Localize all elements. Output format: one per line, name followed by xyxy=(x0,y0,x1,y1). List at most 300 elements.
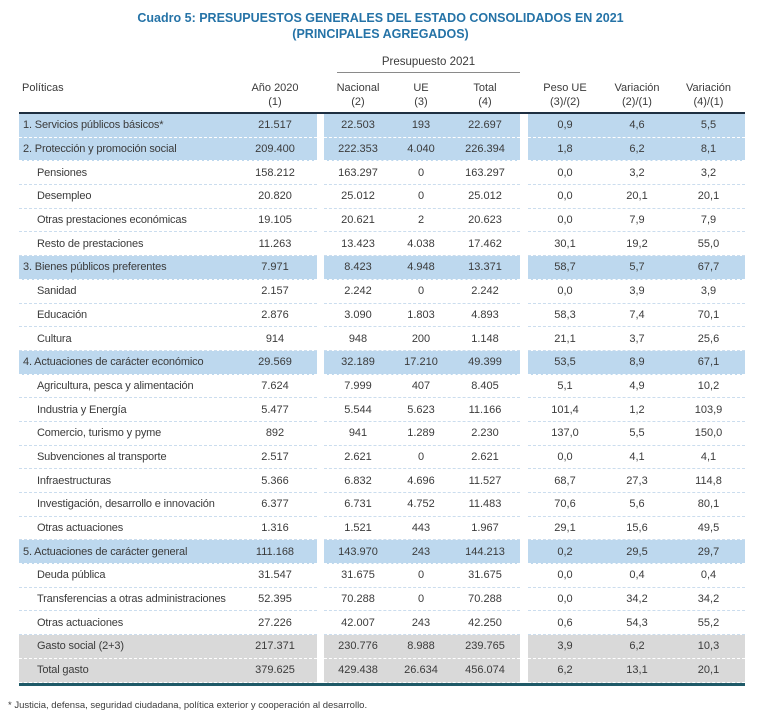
cell-variacion-4-1: 55,2 xyxy=(697,616,720,629)
cell-politica-label: Infraestructuras xyxy=(37,474,112,487)
cell-ue: 17.210 xyxy=(404,356,438,369)
cell-nacional: 25.012 xyxy=(341,190,375,203)
cell-variacion-2-1: 4,1 xyxy=(629,450,645,463)
row-block-ratios xyxy=(528,659,745,683)
cell-ue: 0 xyxy=(417,166,425,179)
cell-nacional: 7.999 xyxy=(344,379,372,392)
table-title-line2: (PRINCIPALES AGREGADOS) xyxy=(292,27,469,41)
cell-variacion-2-1: 7,9 xyxy=(629,214,645,227)
cell-total: 163.297 xyxy=(465,166,505,179)
cell-ue: 4.040 xyxy=(407,143,435,156)
row-block-presupuesto-2021 xyxy=(324,398,520,422)
row-block-ratios xyxy=(528,493,745,517)
cell-variacion-4-1: 20,1 xyxy=(697,664,720,677)
row-block-presupuesto-2021 xyxy=(324,540,520,564)
cell-total: 2.242 xyxy=(471,285,499,298)
cell-total: 11.527 xyxy=(468,474,502,487)
column-header-peso-ue: Peso UE (3)/(2) xyxy=(543,82,587,108)
cell-variacion-2-1: 5,6 xyxy=(629,498,645,511)
cell-ano-2020: 111.168 xyxy=(255,545,295,558)
cell-nacional: 6.832 xyxy=(344,474,372,487)
cell-peso-ue: 21,1 xyxy=(554,332,576,345)
cell-nacional: 13.423 xyxy=(341,237,375,250)
row-block-ratios xyxy=(528,517,745,541)
row-block-presupuesto-2021 xyxy=(324,114,520,138)
cell-politica-label: Otras actuaciones xyxy=(37,522,124,535)
cell-variacion-4-1: 34,2 xyxy=(697,593,720,606)
table-row xyxy=(19,517,745,541)
cell-total: 31.675 xyxy=(468,569,502,582)
cell-politica-label: Cultura xyxy=(37,332,72,345)
cell-variacion-2-1: 0,4 xyxy=(629,569,645,582)
cell-peso-ue: 68,7 xyxy=(554,474,576,487)
cell-variacion-2-1: 6,2 xyxy=(629,640,645,653)
row-block-presupuesto-2021 xyxy=(324,138,520,162)
table-row xyxy=(19,540,745,564)
cell-variacion-2-1: 3,2 xyxy=(629,166,645,179)
row-block-presupuesto-2021 xyxy=(324,469,520,493)
row-block-ratios xyxy=(528,635,745,659)
cell-total: 49.399 xyxy=(468,356,502,369)
row-block-ratios xyxy=(528,351,745,375)
cell-politica-label: Total gasto xyxy=(37,664,89,677)
cell-nacional: 31.675 xyxy=(341,569,375,582)
column-header-variacion-4-1: Variación (4)/(1) xyxy=(685,82,732,108)
table-row xyxy=(19,469,745,493)
cell-variacion-2-1: 3,9 xyxy=(629,285,645,298)
row-block-ratios xyxy=(528,446,745,470)
cell-peso-ue: 6,2 xyxy=(557,664,573,677)
cell-nacional: 143.970 xyxy=(338,545,378,558)
table-row xyxy=(19,588,745,612)
cell-variacion-2-1: 19,2 xyxy=(626,237,648,250)
cell-total: 144.213 xyxy=(465,545,505,558)
table-row xyxy=(19,209,745,233)
cell-nacional: 6.731 xyxy=(344,498,372,511)
row-block-main xyxy=(19,280,317,304)
cell-nacional: 3.090 xyxy=(344,308,372,321)
cell-peso-ue: 0,6 xyxy=(557,616,573,629)
cell-ano-2020: 217.371 xyxy=(255,640,295,653)
row-block-presupuesto-2021 xyxy=(324,232,520,256)
row-block-presupuesto-2021 xyxy=(324,422,520,446)
row-block-main xyxy=(19,375,317,399)
row-block-presupuesto-2021 xyxy=(324,517,520,541)
row-block-presupuesto-2021 xyxy=(324,304,520,328)
cell-nacional: 2.621 xyxy=(344,450,372,463)
cell-variacion-4-1: 4,1 xyxy=(700,450,717,463)
cell-politica-label: Agricultura, pesca y alimentación xyxy=(37,379,194,392)
cell-ue: 4.038 xyxy=(407,237,435,250)
cell-peso-ue: 70,6 xyxy=(554,498,576,511)
column-header-politicas: Políticas xyxy=(22,82,64,94)
cell-nacional: 163.297 xyxy=(338,166,378,179)
row-block-main xyxy=(19,232,317,256)
column-group-row xyxy=(19,56,745,77)
table-header xyxy=(19,77,745,114)
cell-politica-label: Desempleo xyxy=(37,190,92,203)
cell-nacional: 230.776 xyxy=(338,640,378,653)
cell-ano-2020: 158.212 xyxy=(255,166,295,179)
row-block-main xyxy=(19,209,317,233)
cell-variacion-4-1: 80,1 xyxy=(697,498,720,511)
cell-politica-label: Deuda pública xyxy=(37,569,106,582)
cell-ano-2020: 892 xyxy=(265,427,285,440)
row-block-main xyxy=(19,422,317,446)
cell-variacion-2-1: 4,6 xyxy=(629,119,645,132)
cell-variacion-2-1: 54,3 xyxy=(626,616,648,629)
row-block-main xyxy=(19,446,317,470)
row-block-presupuesto-2021 xyxy=(324,280,520,304)
cell-peso-ue: 0,9 xyxy=(557,119,573,132)
cell-ue: 193 xyxy=(411,119,431,132)
cell-variacion-2-1: 5,7 xyxy=(629,261,645,274)
cell-nacional: 42.007 xyxy=(341,616,375,629)
row-block-main xyxy=(19,588,317,612)
cell-ue: 1.803 xyxy=(407,308,435,321)
cell-peso-ue: 0,0 xyxy=(557,166,573,179)
budget-table xyxy=(19,56,745,686)
cell-ano-2020: 209.400 xyxy=(255,143,295,156)
cell-total: 11.166 xyxy=(468,403,502,416)
cell-total: 456.074 xyxy=(465,664,505,677)
row-block-presupuesto-2021 xyxy=(324,446,520,470)
cell-total: 20.623 xyxy=(468,214,502,227)
cell-ue: 243 xyxy=(411,616,431,629)
cell-peso-ue: 30,1 xyxy=(554,237,576,250)
row-block-ratios xyxy=(528,564,745,588)
cell-total: 1.148 xyxy=(471,332,499,345)
cell-ano-2020: 27.226 xyxy=(258,616,292,629)
cell-peso-ue: 0,0 xyxy=(557,450,573,463)
row-block-ratios xyxy=(528,138,745,162)
cell-ue: 407 xyxy=(411,379,431,392)
cell-peso-ue: 101,4 xyxy=(551,403,579,416)
cell-variacion-4-1: 103,9 xyxy=(694,403,723,416)
row-block-presupuesto-2021 xyxy=(324,161,520,185)
cell-nacional: 948 xyxy=(348,332,368,345)
cell-peso-ue: 0,0 xyxy=(557,593,573,606)
row-block-ratios xyxy=(528,185,745,209)
cell-politica-label: Sanidad xyxy=(37,285,77,298)
cell-variacion-2-1: 7,4 xyxy=(629,308,645,321)
cell-ano-2020: 11.263 xyxy=(258,237,292,250)
cell-nacional: 20.621 xyxy=(341,214,375,227)
cell-peso-ue: 53,5 xyxy=(554,356,576,369)
cell-ano-2020: 6.377 xyxy=(261,498,289,511)
cell-politica-label: Educación xyxy=(37,308,88,321)
row-block-main xyxy=(19,161,317,185)
row-block-presupuesto-2021 xyxy=(324,209,520,233)
row-block-ratios xyxy=(528,611,745,635)
cell-ue: 0 xyxy=(417,569,425,582)
cell-variacion-2-1: 4,9 xyxy=(629,379,645,392)
cell-peso-ue: 5,1 xyxy=(557,379,573,392)
cell-total: 4.893 xyxy=(471,308,499,321)
table-row xyxy=(19,422,745,446)
cell-peso-ue: 29,1 xyxy=(554,522,576,535)
cell-peso-ue: 1,8 xyxy=(557,143,573,156)
cell-politica-label: Otras actuaciones xyxy=(37,616,124,629)
column-header-total: Total (4) xyxy=(473,82,497,108)
cell-ano-2020: 5.366 xyxy=(261,474,289,487)
table-row xyxy=(19,351,745,375)
cell-peso-ue: 0,0 xyxy=(557,214,573,227)
row-block-presupuesto-2021 xyxy=(324,659,520,683)
cell-variacion-2-1: 6,2 xyxy=(629,143,645,156)
cell-nacional: 429.438 xyxy=(338,664,378,677)
cell-peso-ue: 58,7 xyxy=(554,261,576,274)
row-block-ratios xyxy=(528,304,745,328)
row-block-ratios xyxy=(528,469,745,493)
row-block-ratios xyxy=(528,161,745,185)
cell-ue: 4.752 xyxy=(407,498,435,511)
row-block-ratios xyxy=(528,588,745,612)
cell-ano-2020: 379.625 xyxy=(255,664,295,677)
row-block-presupuesto-2021 xyxy=(324,256,520,280)
cell-politica-label: 2. Protección y promoción social xyxy=(23,143,177,156)
row-block-ratios xyxy=(528,398,745,422)
row-block-presupuesto-2021 xyxy=(324,635,520,659)
cell-ue: 8.988 xyxy=(407,640,435,653)
cell-variacion-4-1: 0,4 xyxy=(700,569,717,582)
cell-total: 8.405 xyxy=(471,379,499,392)
cell-nacional: 70.288 xyxy=(341,593,375,606)
cell-variacion-4-1: 67,1 xyxy=(697,356,720,369)
cell-variacion-4-1: 8,1 xyxy=(700,143,717,156)
table-row xyxy=(19,493,745,517)
table-row xyxy=(19,256,745,280)
cell-ue: 1.289 xyxy=(407,427,435,440)
cell-ue: 443 xyxy=(411,522,431,535)
cell-peso-ue: 0,0 xyxy=(557,569,573,582)
cell-ano-2020: 21.517 xyxy=(258,119,292,132)
row-block-presupuesto-2021 xyxy=(324,588,520,612)
row-block-ratios xyxy=(528,327,745,351)
row-block-main xyxy=(19,564,317,588)
cell-ano-2020: 31.547 xyxy=(258,569,292,582)
cell-total: 42.250 xyxy=(468,616,502,629)
row-block-presupuesto-2021 xyxy=(324,564,520,588)
table-row xyxy=(19,304,745,328)
cell-variacion-2-1: 8,9 xyxy=(629,356,645,369)
table-row xyxy=(19,375,745,399)
table-row xyxy=(19,327,745,351)
cell-politica-label: Transferencias a otras administraciones xyxy=(37,593,226,606)
cell-politica-label: Gasto social (2+3) xyxy=(37,640,124,653)
table-row xyxy=(19,659,745,683)
cell-total: 2.621 xyxy=(471,450,499,463)
cell-variacion-4-1: 29,7 xyxy=(697,545,720,558)
row-block-main xyxy=(19,304,317,328)
row-block-presupuesto-2021 xyxy=(324,611,520,635)
cell-politica-label: Comercio, turismo y pyme xyxy=(37,427,162,440)
row-block-main xyxy=(19,493,317,517)
cell-variacion-4-1: 150,0 xyxy=(694,427,723,440)
row-block-ratios xyxy=(528,256,745,280)
cell-variacion-4-1: 49,5 xyxy=(697,522,720,535)
cell-variacion-2-1: 29,5 xyxy=(626,545,648,558)
column-header-variacion-2-1: Variación (2)/(1) xyxy=(614,82,660,108)
cell-nacional: 1.521 xyxy=(344,522,372,535)
cell-ano-2020: 5.477 xyxy=(261,403,289,416)
cell-nacional: 32.189 xyxy=(341,356,375,369)
table-row xyxy=(19,635,745,659)
cell-variacion-2-1: 15,6 xyxy=(626,522,648,535)
table-row xyxy=(19,161,745,185)
cell-peso-ue: 3,9 xyxy=(557,640,573,653)
row-block-main xyxy=(19,138,317,162)
cell-ano-2020: 914 xyxy=(265,332,285,345)
table-row xyxy=(19,114,745,138)
cell-total: 70.288 xyxy=(468,593,502,606)
cell-variacion-2-1: 1,2 xyxy=(629,403,645,416)
cell-total: 13.371 xyxy=(468,261,502,274)
cell-variacion-4-1: 55,0 xyxy=(697,237,720,250)
cell-variacion-4-1: 114,8 xyxy=(695,474,722,487)
row-block-presupuesto-2021 xyxy=(324,351,520,375)
table-title xyxy=(0,0,761,42)
cell-ue: 0 xyxy=(417,593,425,606)
cell-peso-ue: 0,2 xyxy=(557,545,573,558)
cell-ue: 0 xyxy=(417,285,425,298)
cell-total: 239.765 xyxy=(465,640,505,653)
row-block-ratios xyxy=(528,114,745,138)
cell-nacional: 222.353 xyxy=(338,143,378,156)
cell-ano-2020: 20.820 xyxy=(258,190,292,203)
cell-variacion-4-1: 20,1 xyxy=(697,190,720,203)
row-block-main xyxy=(19,114,317,138)
cell-variacion-2-1: 5,5 xyxy=(629,427,645,440)
row-block-ratios xyxy=(528,540,745,564)
cell-ano-2020: 1.316 xyxy=(261,522,289,535)
row-block-main xyxy=(19,185,317,209)
cell-variacion-4-1: 10,2 xyxy=(697,379,720,392)
cell-nacional: 8.423 xyxy=(344,261,372,274)
cell-nacional: 22.503 xyxy=(341,119,375,132)
cell-variacion-4-1: 10,3 xyxy=(697,640,720,653)
column-header-nacional: Nacional (2) xyxy=(336,82,380,108)
table-row xyxy=(19,446,745,470)
cell-ano-2020: 19.105 xyxy=(258,214,292,227)
row-block-presupuesto-2021 xyxy=(324,493,520,517)
cell-total: 17.462 xyxy=(468,237,502,250)
table-row xyxy=(19,185,745,209)
cell-variacion-2-1: 13,1 xyxy=(626,664,648,677)
cell-variacion-4-1: 5,5 xyxy=(700,119,717,132)
cell-politica-label: Investigación, desarrollo e innovación xyxy=(37,498,215,511)
cell-ano-2020: 52.395 xyxy=(258,593,292,606)
row-block-main xyxy=(19,469,317,493)
cell-politica-label: Otras prestaciones económicas xyxy=(37,214,187,227)
cell-politica-label: Pensiones xyxy=(37,166,88,179)
table-title-line1: Cuadro 5: PRESUPUESTOS GENERALES DEL ESTADO CONSOLIDADOS EN 2021 xyxy=(137,11,624,25)
row-block-presupuesto-2021 xyxy=(324,375,520,399)
row-block-ratios xyxy=(528,422,745,446)
cell-variacion-2-1: 20,1 xyxy=(626,190,648,203)
row-block-main xyxy=(19,611,317,635)
cell-peso-ue: 0,0 xyxy=(557,285,573,298)
row-block-main xyxy=(19,659,317,683)
cell-ue: 243 xyxy=(411,545,431,558)
cell-politica-label: 5. Actuaciones de carácter general xyxy=(23,545,188,558)
cell-politica-label: 3. Bienes públicos preferentes xyxy=(23,261,167,274)
cell-total: 2.230 xyxy=(471,427,499,440)
cell-ue: 4.696 xyxy=(407,474,435,487)
cell-nacional: 5.544 xyxy=(344,403,372,416)
cell-ano-2020: 2.157 xyxy=(261,285,289,298)
cell-total: 226.394 xyxy=(465,143,505,156)
row-block-main xyxy=(19,398,317,422)
table-row xyxy=(19,232,745,256)
cell-politica-label: 4. Actuaciones de carácter económico xyxy=(23,356,204,369)
row-block-main xyxy=(19,540,317,564)
row-block-main xyxy=(19,635,317,659)
row-block-ratios xyxy=(528,280,745,304)
cell-ue: 0 xyxy=(417,450,425,463)
row-block-main xyxy=(19,327,317,351)
cell-politica-label: Industria y Energía xyxy=(37,403,127,416)
cell-ano-2020: 2.517 xyxy=(261,450,289,463)
cell-ue: 0 xyxy=(417,190,425,203)
cell-ano-2020: 2.876 xyxy=(261,308,289,321)
cell-ue: 26.634 xyxy=(404,664,438,677)
row-block-main xyxy=(19,517,317,541)
cell-politica-label: Subvenciones al transporte xyxy=(37,450,167,463)
cell-total: 11.483 xyxy=(468,498,502,511)
row-block-presupuesto-2021 xyxy=(324,185,520,209)
table-row xyxy=(19,280,745,304)
row-block-presupuesto-2021 xyxy=(324,327,520,351)
cell-variacion-4-1: 25,6 xyxy=(697,332,720,345)
cell-ano-2020: 7.971 xyxy=(261,261,289,274)
cell-ano-2020: 7.624 xyxy=(261,379,289,392)
cell-peso-ue: 0,0 xyxy=(557,190,573,203)
cell-ue: 200 xyxy=(411,332,431,345)
cell-politica-label: 1. Servicios públicos básicos* xyxy=(23,119,164,132)
cell-ue: 2 xyxy=(417,214,425,227)
cell-total: 1.967 xyxy=(471,522,499,535)
cell-variacion-2-1: 27,3 xyxy=(626,474,648,487)
cell-variacion-4-1: 3,2 xyxy=(700,166,717,179)
cell-ue: 5.623 xyxy=(407,403,435,416)
cell-variacion-2-1: 3,7 xyxy=(629,332,645,345)
cell-variacion-2-1: 34,2 xyxy=(626,593,648,606)
column-header-ue: UE (3) xyxy=(413,82,429,108)
footnote: * Justicia, defensa, seguridad ciudadana, política exterior y cooperación al desarrollo. xyxy=(8,699,368,711)
cell-total: 22.697 xyxy=(468,119,502,132)
cell-peso-ue: 137,0 xyxy=(551,427,579,440)
cell-nacional: 941 xyxy=(348,427,368,440)
cell-ano-2020: 29.569 xyxy=(258,356,292,369)
table-row xyxy=(19,611,745,635)
cell-variacion-4-1: 70,1 xyxy=(697,308,720,321)
table-row xyxy=(19,138,745,162)
column-header-ano-2020: Año 2020 (1) xyxy=(251,82,299,108)
row-block-ratios xyxy=(528,232,745,256)
cell-variacion-4-1: 7,9 xyxy=(700,214,717,227)
table-row xyxy=(19,398,745,422)
cell-politica-label: Resto de prestaciones xyxy=(37,237,144,250)
cell-ue: 4.948 xyxy=(407,261,435,274)
cell-total: 25.012 xyxy=(468,190,502,203)
table-body xyxy=(19,114,745,686)
table-row xyxy=(19,564,745,588)
column-group-presupuesto-2021: Presupuesto 2021 xyxy=(337,56,520,73)
row-block-ratios xyxy=(528,375,745,399)
cell-variacion-4-1: 67,7 xyxy=(697,261,720,274)
row-block-ratios xyxy=(528,209,745,233)
